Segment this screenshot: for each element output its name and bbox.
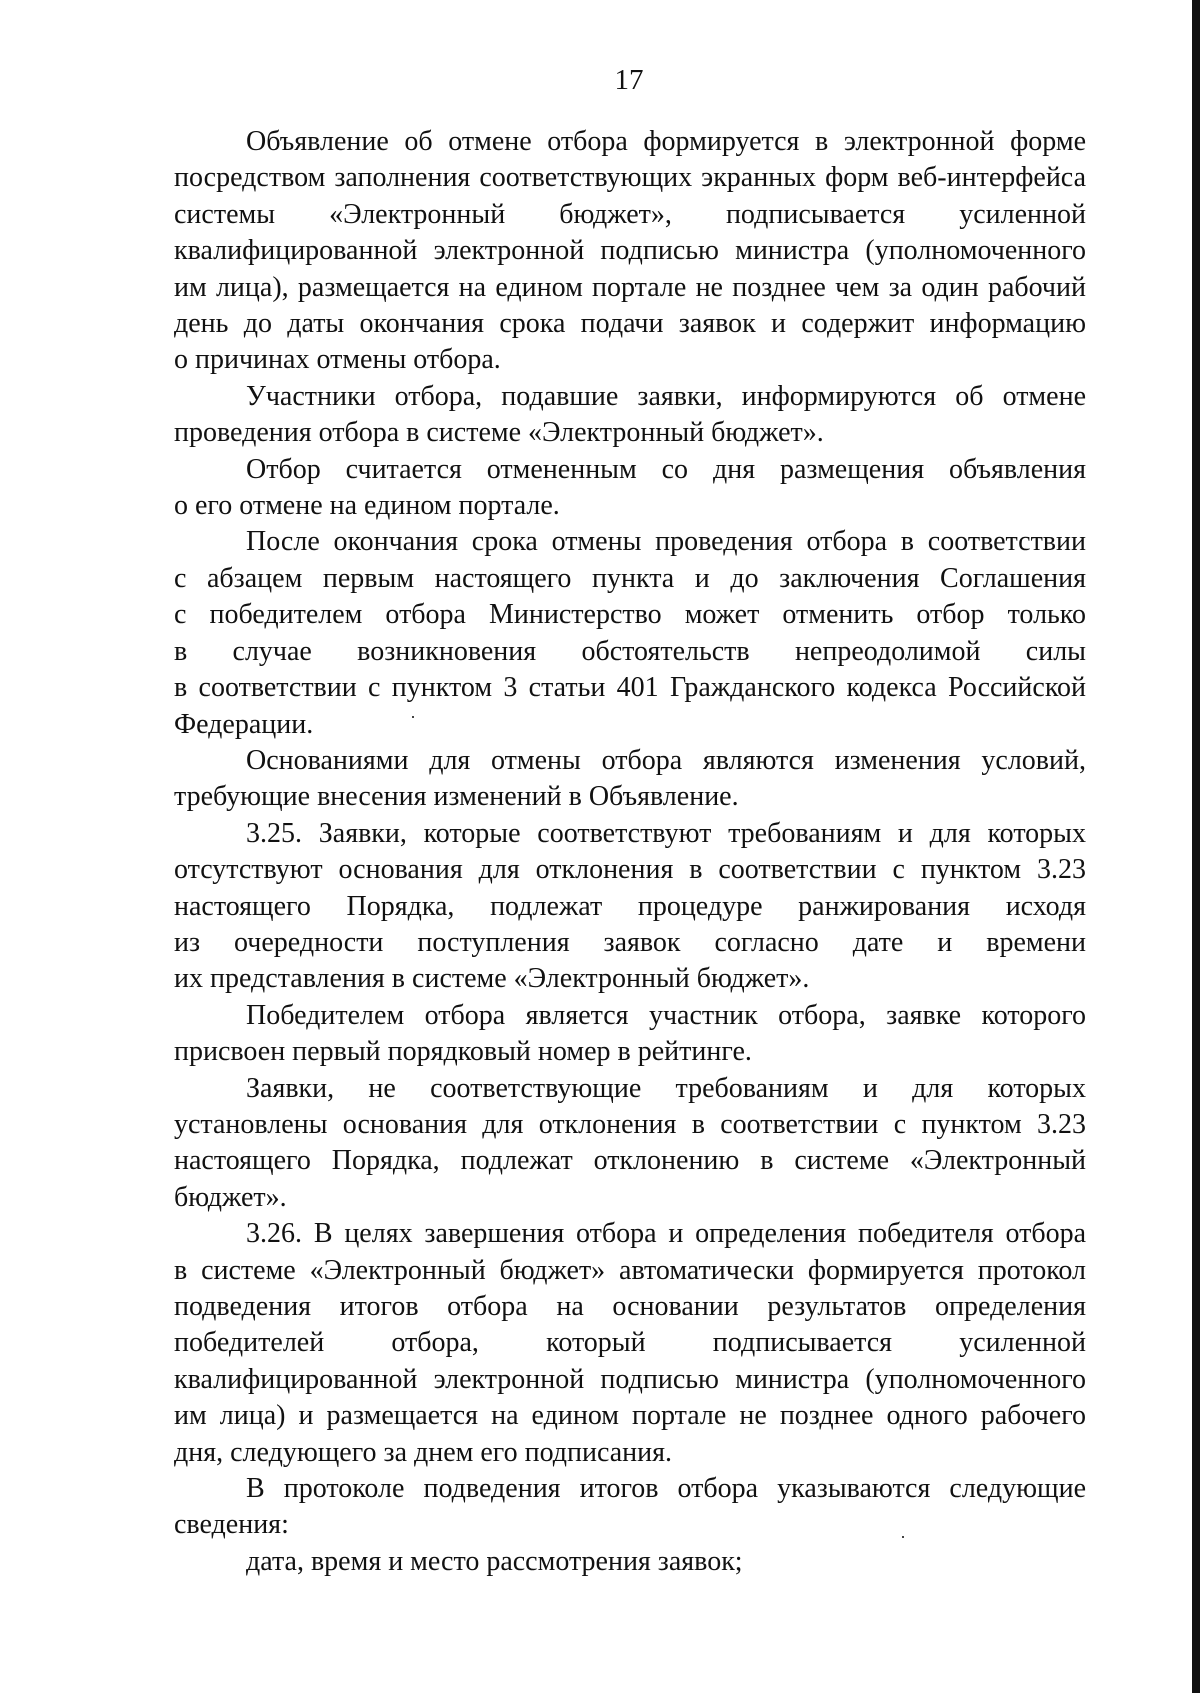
text-line: настоящего Порядка, подлежат процедуре ранжирования исходя bbox=[174, 890, 1086, 922]
paragraph bbox=[174, 452, 1086, 525]
text-line: победителей отбора, который подписывается усиленной bbox=[174, 1327, 1086, 1359]
text-line: в соответствии с пунктом 3 статьи 401 Гражданского кодекса Российской bbox=[174, 672, 1086, 704]
text-line: системы «Электронный бюджет», подписывается усиленной bbox=[174, 198, 1086, 230]
paragraph bbox=[174, 1216, 1086, 1471]
text-line: дата, время и место рассмотрения заявок; bbox=[246, 1545, 743, 1577]
paragraph bbox=[174, 379, 1086, 452]
text-line: Отбор считается отмененным со дня размещения объявления bbox=[246, 453, 1086, 485]
text-line: посредством заполнения соответствующих экранных форм веб-интерфейса bbox=[174, 162, 1086, 194]
text-line: Основаниями для отмены отбора являются изменения условий, bbox=[246, 744, 1086, 776]
text-line: проведения отбора в системе «Электронный бюджет». bbox=[174, 417, 824, 449]
text-line: квалифицированной электронной подписью министра (уполномоченного bbox=[174, 1363, 1086, 1395]
paragraph bbox=[174, 1471, 1086, 1544]
text-line: о причинах отмены отбора. bbox=[174, 344, 501, 376]
text-line: присвоен первый порядковый номер в рейтинге. bbox=[174, 1036, 752, 1068]
text-line: В протоколе подведения итогов отбора указываются следующие bbox=[246, 1473, 1086, 1505]
paragraph bbox=[174, 998, 1086, 1071]
text-line: им лица), размещается на едином портале не позднее чем за один рабочий bbox=[174, 271, 1086, 303]
text-line: им лица) и размещается на едином портале не позднее одного рабочего bbox=[174, 1400, 1086, 1432]
paragraph bbox=[174, 1071, 1086, 1217]
text-line: отсутствуют основания для отклонения в соответствии с пунктом 3.23 bbox=[174, 854, 1086, 886]
paragraph bbox=[174, 1544, 1086, 1580]
text-line: бюджет». bbox=[174, 1181, 287, 1213]
page-number: 17 bbox=[614, 64, 644, 96]
scan-speck bbox=[412, 716, 414, 718]
paragraph bbox=[174, 816, 1086, 998]
text-line: о его отмене на едином портале. bbox=[174, 490, 560, 522]
text-line: день до даты окончания срока подачи заявок и содержит информацию bbox=[174, 308, 1086, 340]
text-line: дня, следующего за днем его подписания. bbox=[174, 1436, 673, 1468]
text-line: Победителем отбора является участник отбора, заявке которого bbox=[246, 999, 1086, 1031]
text-line: 3.26. В целях завершения отбора и определения победителя отбора bbox=[246, 1218, 1086, 1250]
text-line: подведения итогов отбора на основании результатов определения bbox=[174, 1291, 1086, 1322]
text-line: сведения: bbox=[174, 1509, 289, 1541]
text-line: 3.25. Заявки, которые соответствуют требованиям и для которых bbox=[246, 817, 1086, 849]
text-line: с абзацем первым настоящего пункта и до заключения Соглашения bbox=[174, 562, 1086, 594]
text-line: в системе «Электронный бюджет» автоматически формируется протокол bbox=[174, 1254, 1086, 1286]
text-line: Объявление об отмене отбора формируется в электронной форме bbox=[246, 126, 1086, 157]
scan-speck bbox=[902, 1536, 904, 1538]
text-line: с победителем отбора Министерство может отменить отбор только bbox=[174, 599, 1086, 631]
paragraph bbox=[174, 124, 1086, 379]
paragraph bbox=[174, 743, 1086, 816]
scan-edge-border bbox=[1192, 0, 1200, 1693]
document-body bbox=[174, 124, 1086, 1580]
text-line: квалифицированной электронной подписью министра (уполномоченного bbox=[174, 235, 1086, 267]
paragraph bbox=[174, 524, 1086, 742]
text-line: настоящего Порядка, подлежат отклонению в системе «Электронный bbox=[174, 1145, 1086, 1177]
text-line: в случае возникновения обстоятельств непреодолимой силы bbox=[174, 635, 1086, 667]
text-line: их представления в системе «Электронный бюджет». bbox=[174, 963, 810, 995]
text-line: из очередности поступления заявок согласно дате и времени bbox=[174, 926, 1086, 958]
text-line: требующие внесения изменений в Объявление. bbox=[174, 781, 739, 813]
text-line: Заявки, не соответствующие требованиям и для которых bbox=[246, 1072, 1086, 1104]
text-line: Участники отбора, подавшие заявки, информируются об отмене bbox=[246, 380, 1086, 412]
text-line: После окончания срока отмены проведения отбора в соответствии bbox=[246, 526, 1086, 558]
text-line: установлены основания для отклонения в соответствии с пунктом 3.23 bbox=[174, 1108, 1086, 1140]
text-line: Федерации. bbox=[174, 708, 314, 740]
